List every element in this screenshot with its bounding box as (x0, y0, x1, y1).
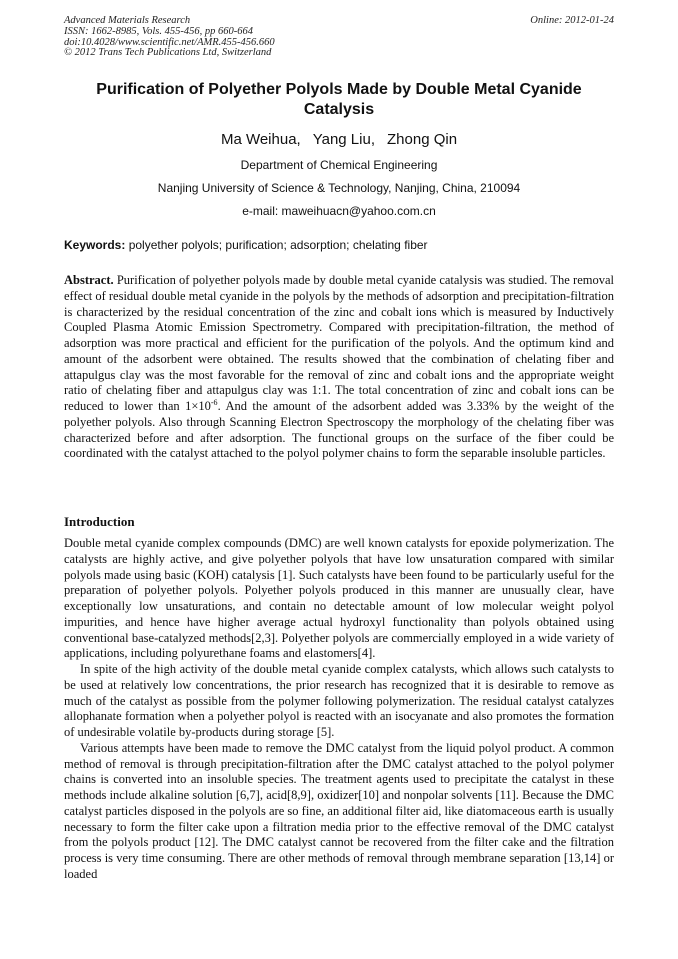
online-date: Online: 2012-01-24 (530, 15, 614, 26)
intro-paragraph: Double metal cyanide complex compounds (DMC) are well known catalysts for epoxide polymerization. The catalysts are highly active, and give polyether polyols that have low unsaturation compared with similar polyols made using basic (KOH) catalysis [1]. Such catalysts have been found to be particularly useful for the preparation of polyether polyols. Polyether polyols produced in this manner are unusually clear, have exceptionally low unsaturations, and contain no detectable amount of low molecular weight polyol impurities, and hence have higher average actual hydroxyl functionality than polyols obtained using conventional base-catalyzed methods[2,3]. Polyether polyols are commercially employed in a wide variety of applications, including polyurethane foams and elastomers[4]. (64, 536, 614, 661)
introduction-heading: Introduction (64, 514, 135, 529)
author-name: Ma Weihua, (220, 131, 301, 148)
author-name: Yang Liu, (312, 131, 375, 148)
intro-paragraph: In spite of the high activity of the double metal cyanide complex catalysts, which allows such catalysts to be used at relatively low concentrations, the prior research has recognized that it is desirable to remove as much of the catalyst as possible from the polymer following polymerization. The residual catalyst catalyzes allophanate formation when a polyether polyol is reacted with an isocyanate and also promotes the formation of undesirable volatile by-products during storage [5]. (64, 662, 614, 739)
title-line-2: Catalysis (303, 101, 375, 118)
copyright-line: © 2012 Trans Tech Publications Ltd, Switzerland (64, 47, 272, 59)
abstract-text-part1: Purification of polyether polyols made by double metal cyanide catalysis was studied. The removal effect of residual double metal cyanide in the polyols by the methods of adsorption and precipitation-filtration is characterized by the residual concentration of the zinc and cobalt ions which is measured by Inductively Coupled Plasma Atomic Emission Spectrometry. Compared with precipitation-filtration, the method of adsorption was more practical and efficient for the purification of the polyols. And the optimum kind and amount of the adsorbent were obtained. The results showed that the combination of chelating fiber and attapulgus clay was the most favorable for the removal of zinc and cobalt ions and the appropriate weight ratio of chelating fiber and attapulgus clay was 1:1. The total concentration of zinc and cobalt ions can be reduced to lower than 1×10 (64, 273, 614, 413)
issn-line: ISSN: 1662-8985, Vols. 455-456, pp 660-664 (64, 25, 253, 37)
paper-title (64, 80, 614, 120)
journal-name: Advanced Materials Research (64, 15, 191, 26)
affiliation-email[interactable]: e-mail: maweihuacn@yahoo.com.cn (242, 204, 436, 218)
intro-paragraph: Various attempts have been made to remove the DMC catalyst from the liquid polyol product. A common method of removal is through precipitation-filtration after the DMC catalyst attached to the polyol polymer chains is converted into an insoluble species. The treatment agents used to precipitate the catalyst in these methods include alkaline solution [6,7], acid[8,9], oxidizer[10] and nonpolar solvents [11]. Because the DMC catalyst particles disposed in the polyols are so fine, an additional filter aid, like diatomaceous earth is usually necessary to form the filter cake upon a filtration media prior to the effective removal of the DMC catalyst from the polyols product [12]. The DMC catalyst cannot be recovered from the filter cake and the filtration process is very time consuming. There are other methods of removal through membrane separation [13,14] or loaded (64, 740, 614, 881)
doi-line[interactable]: doi:10.4028/www.scientific.net/AMR.455-456.660 (64, 36, 275, 48)
affiliation-university: Nanjing University of Science & Technology, Nanjing, China, 210094 (157, 181, 521, 195)
author-list (64, 131, 614, 148)
keywords-text: polyether polyols; purification; adsorption; chelating fiber (125, 238, 428, 252)
introduction-body (64, 536, 614, 883)
author-name: Zhong Qin (387, 131, 458, 148)
title-line-1: Purification of Polyether Polyols Made by Double Metal Cyanide (96, 81, 582, 98)
abstract-exponent: -6 (210, 398, 218, 407)
abstract-paragraph (64, 273, 614, 462)
keywords-line (64, 238, 614, 252)
affiliation-department: Department of Chemical Engineering (240, 158, 438, 172)
keywords-label: Keywords: (64, 238, 126, 252)
abstract-label: Abstract. (64, 273, 114, 287)
abstract-block (64, 273, 614, 462)
abstract-text-part2: . And the amount of the adsorbent added was 3.33% by the weight of the polyether polyols. Also through Scanning Electron Spectroscopy the morphology of the chelating fiber was characterized before and after adsorption. The functional groups on the surface of the fiber could be coordinated with the catalyst attached to the polyol polymer chains to form the separable insoluble particles. (64, 399, 614, 461)
